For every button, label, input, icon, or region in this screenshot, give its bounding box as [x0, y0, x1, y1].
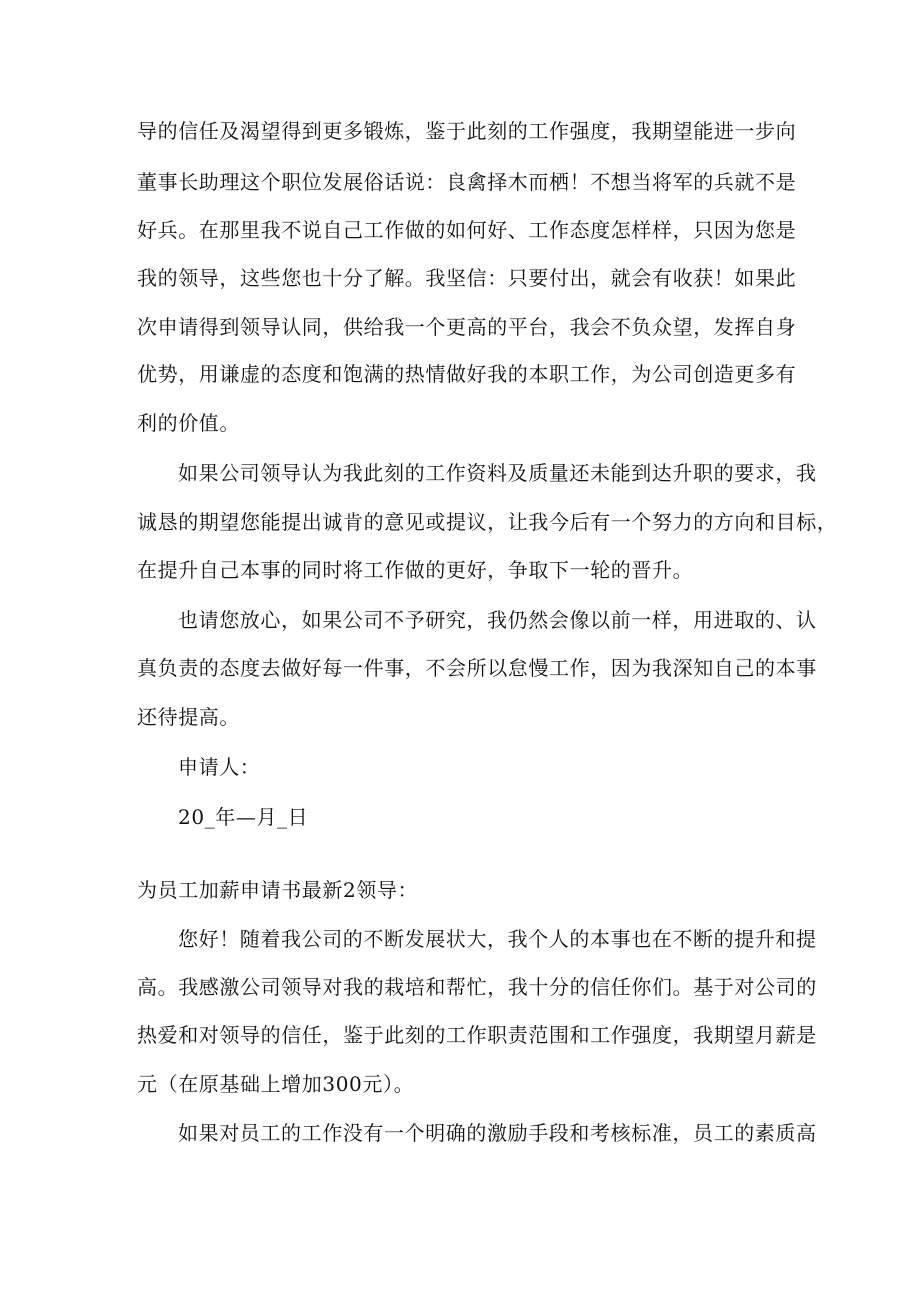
text-line: 热爱和对领导的信任，鉴于此刻的工作职责范围和工作强度，我期望月薪是	[137, 1023, 817, 1047]
text-line: 在提升自己本事的同时将工作做的更好，争取下一轮的晋升。	[137, 558, 694, 582]
text-line: 优势，用谦虚的态度和饱满的热情做好我的本职工作，为公司创造更多有	[137, 362, 797, 386]
date-line: 20_年—月_日	[178, 805, 309, 829]
paragraph-first-line: 也请您放心，如果公司不予研究，我仍然会像以前一样，用进取的、认	[178, 608, 817, 632]
text-line: 次申请得到领导认同，供给我一个更高的平台，我会不负众望，发挥自身	[137, 315, 797, 339]
text-line: 高。我感激公司领导对我的栽培和帮忙，我十分的信任你们。基于对公司的	[137, 975, 817, 999]
text-line: 好兵。在那里我不说自己工作做的如何好、工作态度怎样样，只因为您是	[137, 218, 797, 242]
section-heading: 为员工加薪申请书最新2领导：	[137, 878, 419, 902]
text-line: 利的价值。	[137, 411, 240, 435]
paragraph-first-line: 如果公司领导认为我此刻的工作资料及质量还未能到达升职的要求，我	[178, 461, 817, 485]
text-line: 导的信任及渴望得到更多锻炼，鉴于此刻的工作强度，我期望能进一步向	[137, 119, 797, 143]
text-line: 诚恳的期望您能提出诚肯的意见或提议，让我今后有一个努力的方向和目标，	[137, 510, 838, 534]
text-line: 还待提高。	[137, 705, 240, 729]
text-line: 我的领导，这些您也十分了解。我坚信：只要付出，就会有收获！如果此	[137, 266, 797, 290]
text-line: 董事长助理这个职位发展俗话说：良禽择木而栖！不想当将军的兵就不是	[137, 170, 797, 194]
paragraph-first-line: 如果对员工的工作没有一个明确的激励手段和考核标准，员工的素质高	[178, 1121, 817, 1145]
applicant-label: 申请人：	[178, 755, 261, 779]
paragraph-first-line: 您好！随着我公司的不断发展状大，我个人的本事也在不断的提升和提	[178, 927, 817, 951]
text-line: 元（在原基础上增加300元）。	[137, 1072, 415, 1096]
text-line: 真负责的态度去做好每一件事，不会所以怠慢工作，因为我深知自己的本事	[137, 656, 817, 680]
